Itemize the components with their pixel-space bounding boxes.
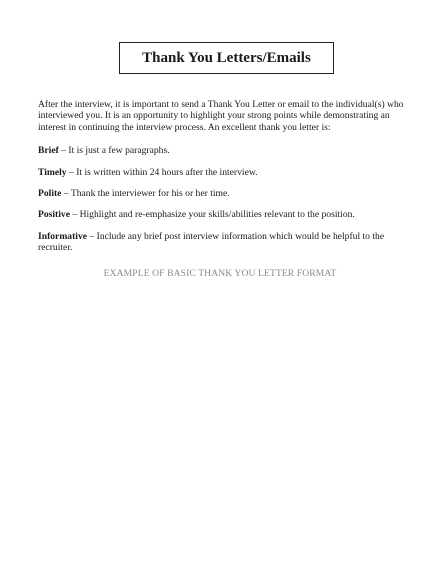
example-heading: EXAMPLE OF BASIC THANK YOU LETTER FORMAT (103, 268, 337, 279)
item-term: Brief (38, 145, 59, 157)
document-body (38, 99, 410, 254)
item-term: Positive (38, 209, 70, 221)
item-desc: – It is written within 24 hours after the interview. (66, 166, 258, 178)
page-title: Thank You Letters/Emails (142, 49, 311, 66)
list-item (38, 188, 410, 199)
list-item (38, 231, 410, 254)
item-term: Polite (38, 188, 62, 200)
item-term: Informative (38, 230, 88, 242)
qualities-list (38, 145, 410, 253)
list-item (38, 167, 410, 178)
item-desc: – It is just a few paragraphs. (58, 145, 170, 157)
item-desc: – Include any brief post interview information which would be helpful to the recruiter. (38, 230, 385, 254)
list-item (38, 209, 410, 220)
item-desc: – Thank the interviewer for his or her time. (61, 188, 230, 200)
item-desc: – Highlight and re-emphasize your skills/abilities relevant to the position. (69, 209, 355, 221)
title-box (119, 42, 334, 74)
intro-paragraph: After the interview, it is important to send a Thank You Letter or email to the individual(s) who interviewed you. It is an opportunity to highlight your strong points while demonstrating an interest in continuing the interview process. An excellent thank you letter is: (38, 99, 404, 133)
item-term: Timely (38, 166, 67, 178)
list-item (38, 145, 410, 156)
